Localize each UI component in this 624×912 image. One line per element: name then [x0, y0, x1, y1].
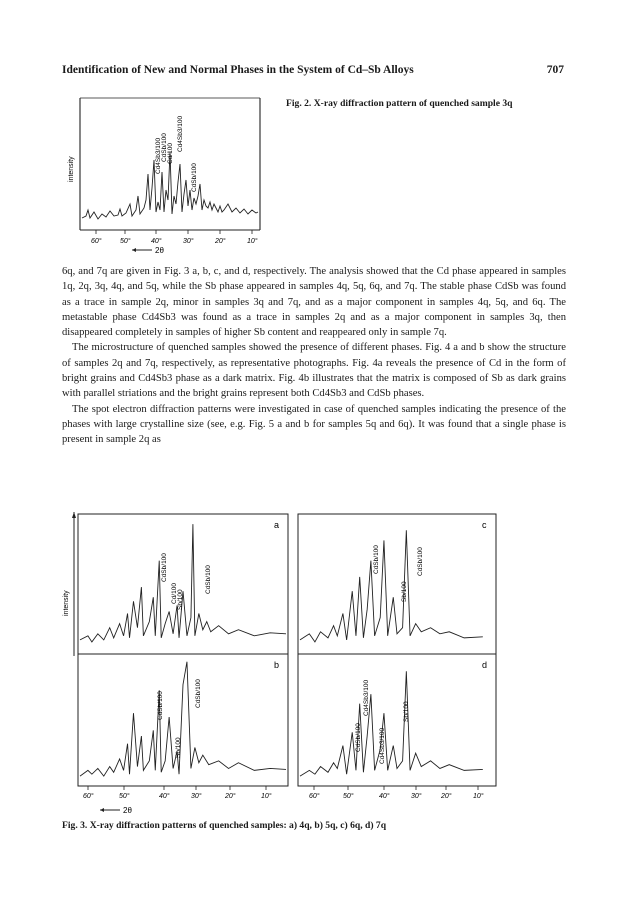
fig3-tick-label: 40° [379, 793, 390, 800]
fig2-peak-label: CdSb/100 [191, 163, 198, 192]
fig3-pattern-trace [300, 671, 483, 776]
fig3-xlabel-arrowhead [100, 808, 104, 812]
fig3-tick-label: 50° [343, 793, 354, 800]
fig3-panel-letter: a [274, 520, 280, 530]
running-header [62, 64, 564, 76]
fig3-panel-letter: d [482, 660, 488, 670]
fig3-tick-label: 30° [411, 793, 422, 800]
fig3-panel-letter: b [274, 660, 280, 670]
paragraph-2: The microstructure of quenched samples showed the presence of different phases. Fig. 4 a and b show the structure of samples 2q and 7q, respectively, as representative photographs. Fig. 4a reveals the presence of Cd in the form of bright grains and Cd4Sb3 phase as a dark matrix. Fig. 4b illustrates that the matrix is composed of Sb as dark grains with parallel striations and the bright grains represent both Cd4Sb3 and CdSb phases. [62, 342, 566, 400]
fig3-peak-label: CdSb/100 [355, 723, 362, 752]
fig3-tick-label: 60° [83, 793, 94, 800]
fig3-caption: Fig. 3. X-ray diffraction patterns of quenched samples: a) 4q, b) 5q, c) 6q, d) 7q [62, 820, 387, 831]
fig3-panel-frame [78, 514, 288, 654]
fig2-caption: Fig. 2. X-ray diffraction pattern of quenched sample 3q [286, 98, 513, 109]
fig3-peak-label: CdSb/100 [157, 691, 164, 720]
fig3-pattern-trace [80, 524, 286, 642]
fig2-tick-label: 60° [91, 238, 102, 245]
fig3-peak-label: Sb/100 [401, 581, 408, 602]
fig2-ylabel: intensity [68, 156, 75, 182]
fig3-peak-label: CdSb/100 [373, 545, 380, 574]
paragraph-3: The spot electron diffraction patterns were investigated in case of quenched samples indicating the presence of the phases with large crystalline size (see, e.g. Fig. 5 a and b for samples 5q and 6q). It was found that a single phase is present in sample 2q as [62, 403, 566, 446]
fig3-peak-label: Cd4Sb3/100 [379, 727, 386, 764]
fig2-tick-label: 20° [215, 238, 226, 245]
fig3-peak-label: CdSb/100 [205, 565, 212, 594]
fig2-peak-label: Cd4Sb3/100 [177, 115, 184, 152]
fig3-peak-label: Sb/100 [403, 701, 410, 722]
fig3-tick-label: 60° [309, 793, 320, 800]
fig3-peak-label: CdSb/100 [161, 553, 168, 582]
page-number: 707 [546, 64, 564, 76]
fig3-ticks [83, 786, 484, 800]
fig3-panel-letter: c [482, 520, 487, 530]
fig2-tick-label: 10° [247, 238, 258, 245]
fig3-panels [78, 514, 496, 786]
fig3-tick-label: 30° [191, 793, 202, 800]
fig3-peak-label: Sb/100 [177, 589, 184, 610]
fig3-peak-label: Cd/100 [171, 583, 178, 604]
fig3-tick-label: 20° [441, 793, 452, 800]
fig2-tick-label: 50° [120, 238, 131, 245]
paragraph-1: 6q, and 7q are given in Fig. 3 a, b, c, and d, respectively. The analysis showed that the Cd phase appeared in samples 1q, 2q, 3q, 4q, and 5q, while the Sb phase appeared in samples 4q, 5q, 6q, and 7q. The stable phase CdSb was found as a trace in sample 2q, minor in samples 3q and 7q, and as a major component in samples 4q, 5q, and 6q. The metastable phase Cd4Sb3 was found as a trace in samples 2q and as a major component in samples 3q, then disappeared completely in samples of higher Sb content and reappeared only in sample 7q. [62, 266, 566, 339]
fig3-tick-label: 50° [119, 793, 130, 800]
fig2-xlabel-arrowhead [132, 248, 136, 252]
fig3-xlabel: 2θ [123, 806, 132, 815]
fig2-tick-label: 30° [183, 238, 194, 245]
fig3-ylabel-arrowhead [72, 512, 76, 518]
fig3-peak-label: CdSb/100 [195, 679, 202, 708]
fig2-tick-label: 40° [151, 238, 162, 245]
fig2-peak-label: Cd/100 [167, 143, 174, 164]
fig3-pattern-trace [80, 662, 286, 776]
fig3-tick-label: 40° [159, 793, 170, 800]
fig2-xlabel: 2θ [155, 246, 164, 255]
running-title: Identification of New and Normal Phases in the System of Cd–Sb Alloys [62, 64, 414, 76]
fig3-peak-label: Cd4Sb3/100 [363, 679, 370, 716]
fig2-xrd-plot [60, 92, 270, 262]
fig3-panel-d [298, 654, 496, 786]
fig3-tick-label: 20° [225, 793, 236, 800]
body-text [62, 264, 566, 448]
fig3-peak-label: Sb/100 [175, 737, 182, 758]
fig3-pattern-trace [300, 530, 483, 642]
fig3-xrd-plots [60, 506, 510, 818]
fig3-ylabel: intensity [63, 590, 70, 616]
fig3-panel-c [298, 514, 496, 654]
fig3-panel-a [78, 514, 288, 654]
fig2-peak-label: CdSb/100 [161, 133, 168, 162]
fig2-peak-label: Cd4Sb3/100 [155, 137, 162, 174]
fig3-peak-label: CdSb/100 [417, 547, 424, 576]
fig3-panel-b [78, 654, 288, 786]
fig2-ticks [91, 230, 258, 245]
fig3-tick-label: 10° [473, 793, 484, 800]
fig3-tick-label: 10° [261, 793, 272, 800]
